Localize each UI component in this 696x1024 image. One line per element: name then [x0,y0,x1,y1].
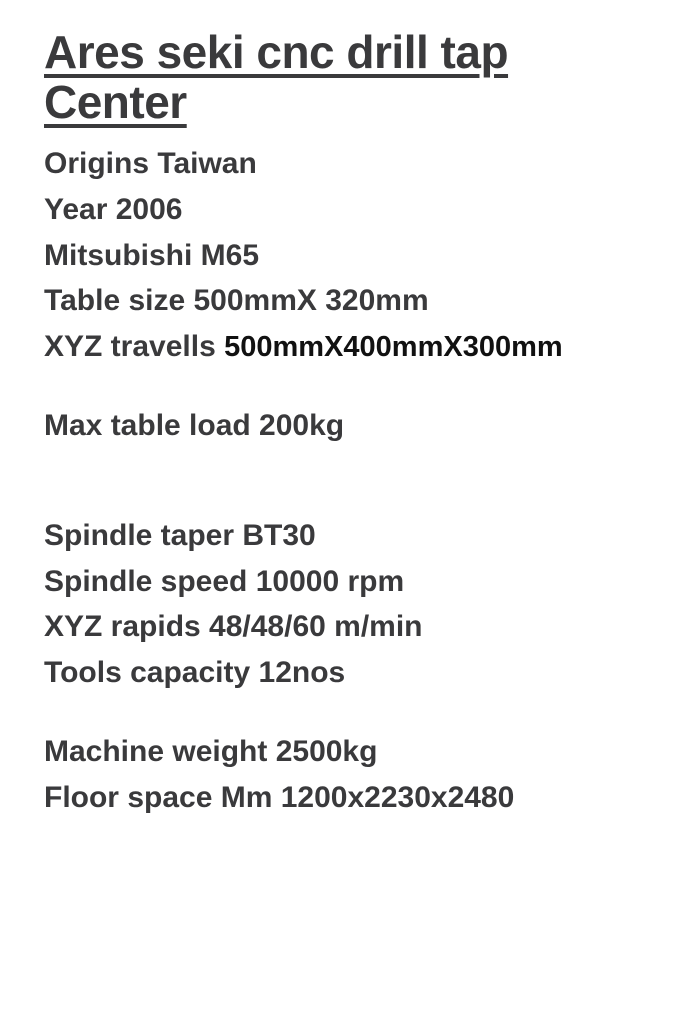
spec-tools-capacity: Tools capacity 12nos [44,655,346,689]
spec-group-spindle [44,513,672,695]
spec-spindle-taper: Spindle taper BT30 [44,518,316,552]
spec-group-dimensions [44,729,672,820]
spec-group-general [44,141,672,369]
spec-machine-weight: Machine weight 2500kg [44,735,378,769]
spec-xyz-travells-value: 500mmX400mmX300mm [224,330,563,363]
spec-floor-space: Floor space Mm 1200x2230x2480 [44,780,515,814]
page-title: Ares seki cnc drill tap Center [44,26,509,128]
spec-controller: Mitsubishi M65 [44,238,260,272]
spacer-3 [44,695,672,729]
spec-xyz-travells-label: XYZ travells [44,329,225,363]
spacer-2 [44,449,672,513]
spacer-1 [44,369,672,403]
spec-xyz-travells [44,324,672,370]
spec-origins: Origins Taiwan [44,147,257,181]
spec-xyz-rapids: XYZ rapids 48/48/60 m/min [44,610,423,644]
spec-max-table-load: Max table load 200kg [44,409,345,443]
spec-year: Year 2006 [44,192,183,226]
spec-spindle-speed: Spindle speed 10000 rpm [44,564,405,598]
spec-group-load [44,403,672,449]
spec-table-size: Table size 500mmX 320mm [44,284,429,318]
